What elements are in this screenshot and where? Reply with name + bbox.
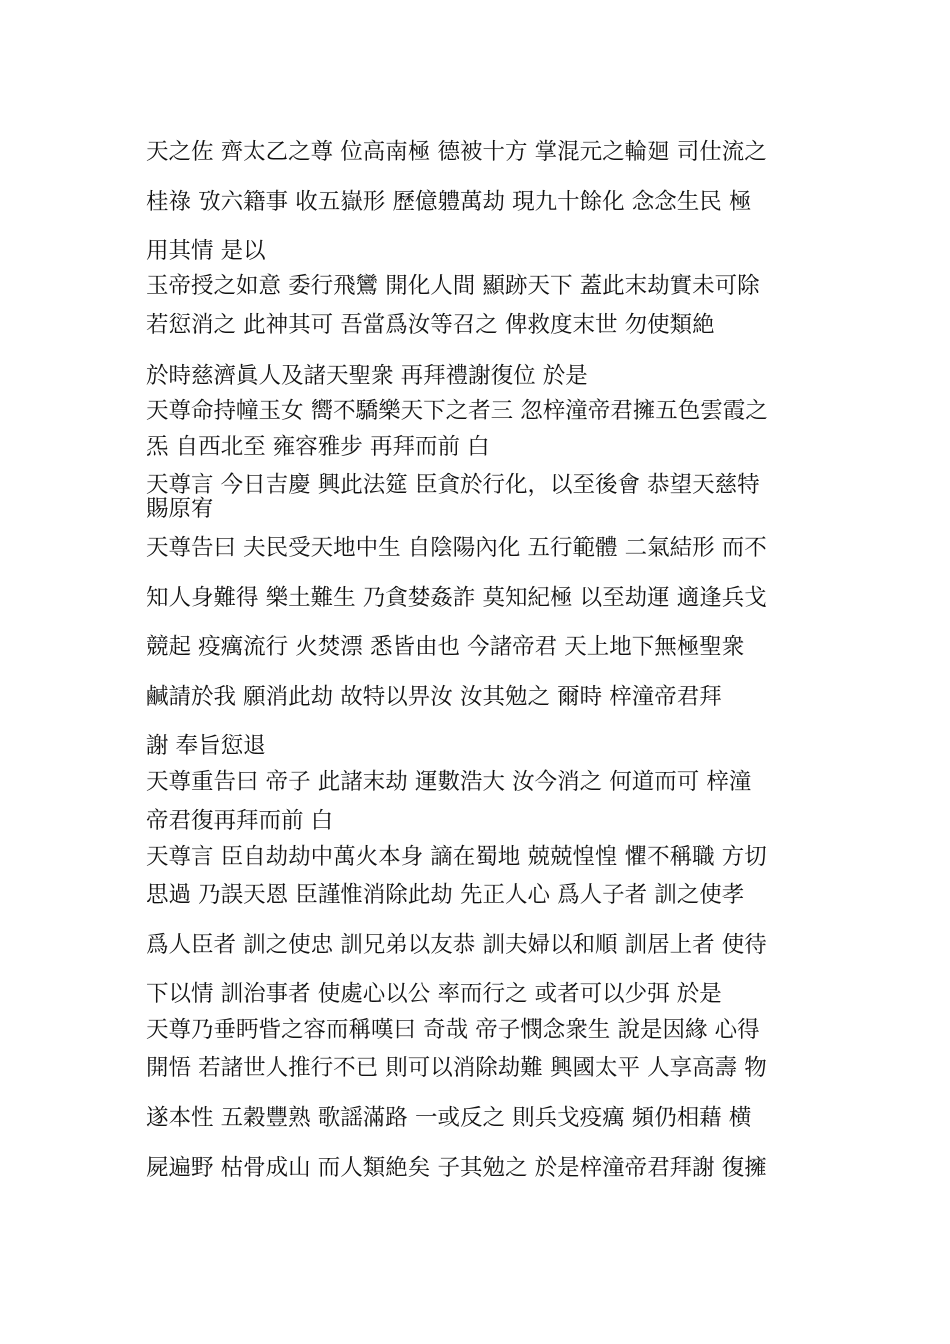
text-line: 於時慈濟眞人及諸天聖衆 再拜禮謝復位 於是 (146, 363, 588, 389)
text-line: 用其情 是以 (146, 238, 266, 264)
text-line: 桂祿 攷六籍事 收五嶽形 歷億軆萬劫 現九十餘化 念念生民 極 (146, 189, 752, 215)
text-line: 天之佐 齊太乙之尊 位高南極 德被十方 掌混元之輪廻 司仕流之 (146, 139, 767, 165)
text-line: 屍遍野 枯骨成山 而人類絶矣 子其勉之 於是梓潼帝君拜謝 復擁 (146, 1155, 767, 1181)
text-line: 天尊乃垂眄眥之容而稱嘆曰 奇哉 帝子憫念衆生 說是因緣 心得 (146, 1017, 760, 1043)
text-line: 遂本性 五穀豐熟 歌謡滿路 一或反之 則兵戈疫癘 頻仍相藉 横 (146, 1105, 752, 1131)
text-line: 帝君復再拜而前 白 (146, 808, 334, 834)
text-line: 思過 乃誤天恩 臣謹惟消除此劫 先正人心 爲人子者 訓之使孝 (146, 882, 745, 908)
text-line: 天尊言 臣自劫劫中萬火本身 謫在蜀地 兢兢惶惶 懼不稱職 方切 (146, 844, 767, 870)
text-line: 爲人臣者 訓之使忠 訓兄弟以友恭 訓夫婦以和順 訓居上者 使待 (146, 932, 767, 958)
text-line: 若愆消之 此神其可 吾當爲汝等召之 俾救度末世 勿使類絶 (146, 312, 715, 338)
text-line: 競起 疫癘流行 火焚漂 悉皆由也 今諸帝君 天上地下無極聖衆 (146, 634, 745, 660)
text-line: 開悟 若諸世人推行不已 則可以消除劫難 興國太平 人享高壽 物 (146, 1055, 767, 1081)
text-line: 天尊重告曰 帝子 此諸末劫 運數浩大 汝今消之 何道而可 梓潼 (146, 769, 752, 795)
text-line: 謝 奉旨愆退 (146, 733, 266, 759)
text-line: 鹹請於我 願消此劫 故特以畀汝 汝其勉之 爾時 梓潼帝君拜 (146, 684, 722, 710)
text-line: 玉帝授之如意 委行飛鸞 開化人間 顯跡天下 蓋此末劫實未可除 (146, 273, 760, 299)
text-line: 賜原宥 (146, 496, 214, 522)
text-line: 天尊告曰 夫民受天地中生 自陰陽內化 五行範體 二氣結形 而不 (146, 535, 767, 561)
text-line: 天尊命持幢玉女 嚮不驕樂天下之者三 忽梓潼帝君擁五色雲霞之 (146, 398, 768, 424)
text-line: 下以情 訓治事者 使處心以公 率而行之 或者可以少弭 於是 (146, 981, 722, 1007)
text-line: 知人身難得 樂土難生 乃貪婪姦詐 莫知紀極 以至劫運 適逢兵戈 (146, 585, 767, 611)
text-line: 炁 自西北至 雍容雅步 再拜而前 白 (146, 434, 490, 460)
text-line: 天尊言 今日吉慶 興此法筵 臣貪於行化，以至後會 恭望天慈特 (146, 472, 760, 498)
